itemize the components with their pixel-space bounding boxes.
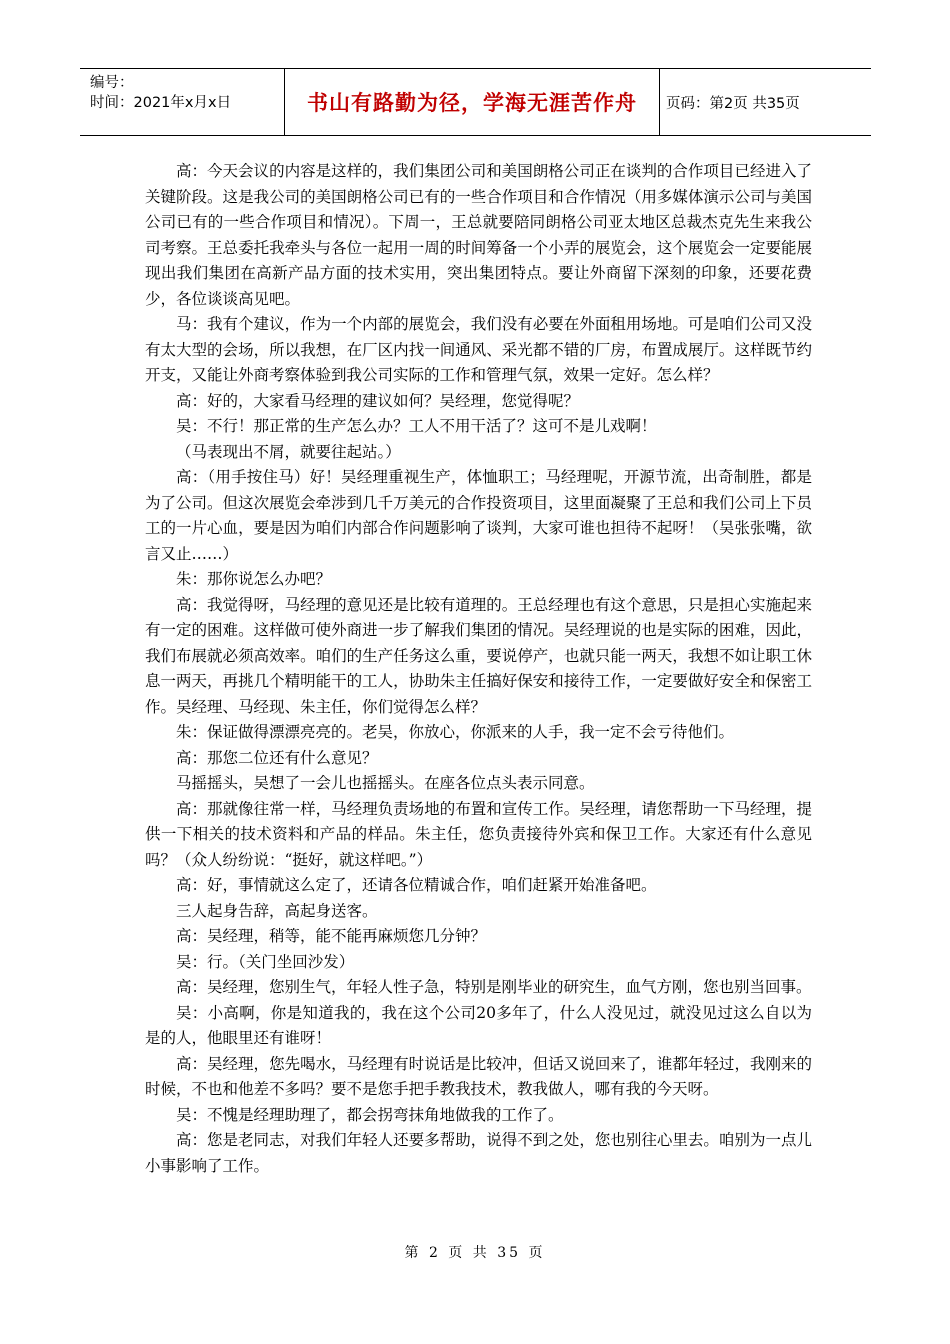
header-page-info: 页码：第2页 共35页 <box>666 95 800 112</box>
dialogue-paragraph: 三人起身告辞，高起身送客。 <box>176 901 378 920</box>
page-header <box>80 68 871 136</box>
dialogue-paragraph: 朱：那你说怎么办吧？ <box>176 570 332 588</box>
dialogue-paragraph: 高：吴经理，稍等，能不能再麻烦您几分钟？ <box>176 927 487 945</box>
dialogue-paragraph: 高：那就像往常一样，马经理负责场地的布置和宣传工作。吴经理，请您帮助一下马经理，提供一下相关的技术资料和产品的样品。朱主任，您负责接待外宾和保卫工作。大家还有什么意见吗？（众人纷纷说：“挺好，就这样吧。”） <box>145 799 812 869</box>
dialogue-paragraph: 吴：行。（关门坐回沙发） <box>176 952 355 971</box>
dialogue-paragraph: 吴：不行！那正常的生产怎么办？工人不用干活了？这可不是儿戏啊！ <box>176 417 657 435</box>
dialogue-paragraph: 高：好的，大家看马经理的建议如何？吴经理，您觉得呢？ <box>176 391 580 410</box>
dialogue-paragraph: 高：今天会议的内容是这样的，我们集团公司和美国朗格公司正在谈判的合作项目已经进入了关键阶段。这是我公司的美国朗格公司已有的一些合作项目和合作情况（用多媒体演示公司与美国公司已有的一些合作项目和情况）。下周一，王总就要陪同朗格公司亚太地区总裁杰克先生来我公司考察。王总委托我牵头与各位一起用一周的时间筹备一个小弄的展览会，这个展览会一定要能展现出我们集团在高新产品方面的技术实用，突出集团特点。要让外商留下深刻的印象，还要花费少，各位谈谈高见吧。 <box>145 162 812 308</box>
dialogue-paragraph: 高：好，事情就这么定了，还请各位精诚合作，咱们赶紧开始准备吧。 <box>176 876 657 894</box>
dialogue-paragraph: 马摇摇头，吴想了一会儿也摇摇头。在座各位点头表示同意。 <box>176 774 595 792</box>
dialogue-paragraph: 高：吴经理，您别生气，年轻人性子急，特别是刚毕业的研究生，血气方刚，您也别当回事。 <box>176 978 812 996</box>
dialogue-paragraph: 高：我觉得呀，马经理的意见还是比较有道理的。王总经理也有这个意思，只是担心实施起来有一定的困难。这样做可使外商进一步了解我们集团的情况。吴经理说的也是实际的困难，因此，我们布展就必须高效率。咱们的生产任务这么重，要说停产，也就只能一两天，我想不如让职工休息一两天，再挑几个精明能干的工人，协助朱主任搞好保安和接待工作，一定要做好安全和保密工作。吴经理、马经现、朱主任，你们觉得怎么样？ <box>145 595 812 716</box>
header-motto: 书山有路勤为径，学海无涯苦作舟 <box>284 69 660 135</box>
dialogue-paragraph: （马表现出不屑，就要往起站。） <box>176 442 401 461</box>
document-body <box>145 159 812 1179</box>
dialogue-paragraph: 高：那您二位还有什么意见？ <box>176 748 378 767</box>
dialogue-paragraph: 高：吴经理，您先喝水，马经理有时说话是比较冲，但话又说回来了，谁都年轻过，我刚来的时候，不也和他差不多吗？要不是您手把手教我技术，教我做人，哪有我的今天呀。 <box>145 1054 812 1098</box>
dialogue-paragraph: 马：我有个建议，作为一个内部的展览会，我们没有必要在外面租用场地。可是咱们公司又没有太大型的会场，所以我想，在厂区内找一间通风、采光都不错的厂房，布置成展厅。这样既节约开支，又能让外商考察体验到我公司实际的工作和管理气氛，效果一定好。怎么样？ <box>145 315 812 384</box>
header-meta <box>80 69 284 135</box>
dialogue-paragraph: 高：（用手按住马）好！吴经理重视生产，体恤职工；马经理呢，开源节流，出奇制胜，都是为了公司。但这次展览会牵涉到几千万美元的合作投资项目，这里面凝聚了王总和我们公司上下员工的一片心血，要是因为咱们内部合作问题影响了谈判，大家可谁也担待不起呀！（吴张张嘴，欲言又止……） <box>145 468 812 563</box>
dialogue-paragraph: 吴：小高啊，你是知道我的，我在这个公司20多年了，什么人没见过，就没见过这么自以为是的人，他眼里还有谁呀！ <box>145 1003 812 1047</box>
document-date: 时间：2021年x月x日 <box>90 95 232 111</box>
dialogue-paragraph: 吴：不愧是经理助理了，都会拐弯抹角地做我的工作了。 <box>176 1105 564 1124</box>
dialogue-paragraph: 高：您是老同志，对我们年轻人还要多帮助，说得不到之处，您也别往心里去。咱别为一点儿小事影响了工作。 <box>145 1131 812 1175</box>
page-footer: 第 2 页 共 35 页 <box>404 1245 546 1261</box>
document-number-label: 编号： <box>90 75 134 91</box>
dialogue-paragraph: 朱：保证做得漂漂亮亮的。老吴，你放心，你派来的人手，我一定不会亏待他们。 <box>176 723 735 741</box>
